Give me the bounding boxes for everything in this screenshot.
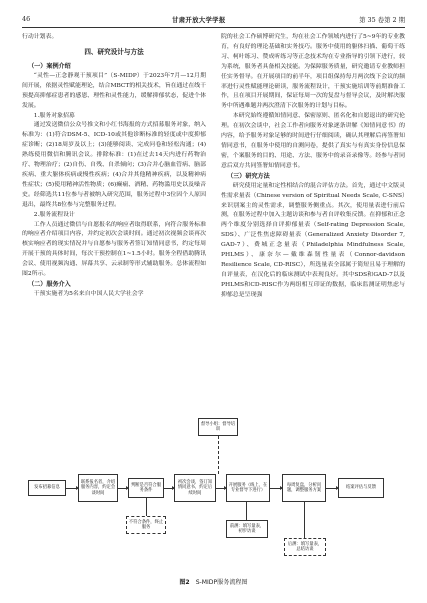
pre-test-link (246, 502, 247, 520)
subsection-method-title: （三）研究方法 (227, 172, 270, 180)
arrow-6 (326, 488, 338, 489)
method-paragraph: 研究使用定量和定性相结合的混合评估方法。首先，通过中文版灵性需求量表（Chinese version of Spiritual Needs Scale, C-SNS）来识别案主的灵性需求，调整服务侧重点。其次，使用量表进行前后测，在服务过程中加入主题访谈和参与者自评收集反馈。在抑郁和正念两个维度分别选择自评抑郁量表（Self-rating Depression Scale, SDS）、广泛性焦虑障碍量表（Generalized Anxiety Disorder 7, GAD-7）、费城正念量表（Philadelphia Mindfulness Scale, PHLMS）、康奈尔—戴维森韧性量表（Connor-davidson Resilience Scale, CD-RISC），所选量表全部属于简短且易于理解的自评量表，在汉化后的临床测试中表现良好。其中SDS和GAD-7以及PHLMS和CD-RISC作为两组相互印证的数据，临床监测证明焦虑与抑郁总是呈现强 (221, 182, 405, 298)
subsection-case-title: （一）案例介绍 (28, 62, 71, 70)
box-supervision: 督导小组：督导培训 (198, 418, 238, 436)
page-number: 46 (22, 15, 31, 23)
post-test-link (304, 502, 305, 538)
box-judge: 判断是否符合服务条件 (128, 478, 164, 498)
recruitment-title: 1.服务对象招募 (33, 112, 75, 119)
running-header (22, 12, 405, 28)
figure-caption (0, 577, 427, 586)
box-contact: 联系报名者，介绍服务内容，约定会谈时间 (78, 474, 118, 502)
ethics-paragraph: 本研究始终遵循知情同意、保密原则、匿名化和自愿退出的研究伦理。在初次会谈中，社会工作者向服务对象逐条讲解《知情同意书》的内容，给予服务对象足够的时间进行仔细阅读，确认其理解后再签署知情同意书，在服务中使用的自测问卷，提供了真实与有真实身份信息保密，个案服务的目的、用途、方法、服务中的录音录像等。经参与者同意后双方共同签署知情同意书。 (221, 113, 405, 169)
case-paragraph: “灵性—正念静观干预项目”（S-MIDP）于2023年7月—12月期间开展，依据灵性赋能理论，结合MBCT的相关技术，旨在通过在线干预提高抑郁症患者的感恩、理性和灵性能力，缓解抑郁状态，促进个体发展。 (22, 72, 206, 109)
box-first-talk: 初次会谈，签订知情同意书，约定后续时间 (174, 474, 216, 502)
arrow-2 (118, 488, 128, 489)
issue-info: 第 35 卷第 2 期 (359, 16, 405, 24)
recruitment-paragraph: 通过发送微信公众号推文和小红书海报的方式招募服务对象，纳入标准为：(1)符合DSM-5、ICD-10或其他诊断标准的轻度或中度抑郁症诊断；(2)18周岁及以上；(3)能够阅读、完成问卷和轻松沟通；(4)熟练使用微信和腾讯会议。排除标准：(1)在过去14天内进行药物治疗、物理治疗；(2)自伤、自残、自杀倾向；(3)合并心脑血管病、脑部疾病、重大躯体疾病或慢性疾病；(4)合并其他精神疾病，以及精神病性症状；(5)使用精神活性物质；(6)癫痫、酒精、药物滥用史以及噪音史。经筛选共11位参与者被纳入研究范围，服务过程中3位因个人原因退出，最终共8位参与完整服务过程。 (22, 122, 206, 208)
judge-no-link (146, 498, 147, 516)
box-post-test: 后测：填写量表，总结访谈 (284, 538, 326, 556)
subsection-intervention-title: （二）服务介入 (28, 280, 71, 288)
team-paragraph: 院的社会工作硕博研究生，均在社会工作领域内进行了5~9年的专业教育，有良好的理论基础和实务技巧。服务中使用的躯体扫描、葡萄干练习、柯叶练习、赞成听练习等正念技术均在专业指导的引领下进行，较为系统，服务者具备相关技能。为保障服务质量，研究邀请专业教师担任实务督导。在开展项目的前半年，项目组保持每月两次线下会议的频率进行灵性赋能理论研读，服务流程设计，干预实施培训等前期准备工作，且在项目开展期间，保证每周一次的复盘与督导会议，及时解决服务中所遇难题并两次澄清下次服务的计划与目标。 (221, 34, 405, 110)
box-end: 结案评估与反馈 (338, 478, 384, 498)
box-publish: 发布招募信息 (28, 480, 66, 496)
box-terminate: 不符合条件，终止服务 (126, 516, 166, 534)
intervention-paragraph: 干预实施者为5名来自中国人民大学社会学 (33, 290, 144, 297)
caption-text: S-MIDP服务流程图 (195, 579, 248, 586)
supervision-link (218, 436, 219, 474)
process-design-title: 2.服务流程设计 (33, 211, 75, 218)
box-intervention: 开展服务（线上，在专业督导下进行） (226, 474, 270, 502)
arrow-5 (270, 488, 282, 489)
process-design-paragraph: 工作人员通过微信与自愿报名的响应者取得联系，向符合服务标准的响应者介绍项目内容，并约定初次会谈时间。通过初次视频会谈再次核实响应者的现实情况并与自愿参与服务者签订知情同意书，约定每周开展干预的具体时间，每次干预控制在1~1.5小时。服务全程借助腾讯会议、使用视频沟通、屏幕共享、云录制等形式辅助服务。总体流程如图2所示。 (22, 221, 206, 278)
arrow-3 (164, 488, 174, 489)
flowchart-figure (28, 410, 400, 570)
arrow-1 (66, 488, 78, 489)
section-title: 四、研究设计与方法 (84, 47, 144, 56)
left-column (22, 33, 206, 300)
caption-label: 图2 (179, 579, 190, 586)
intro-tail: 行动计划表。 (22, 34, 58, 40)
journal-name: 甘肃开放大学学报 (172, 16, 226, 24)
box-pre-test: 前测：填写量表，初步访谈 (226, 520, 268, 538)
box-weekly-review: 每周复盘，分析问题，调整服务方案 (282, 474, 326, 502)
arrow-4 (216, 488, 226, 489)
right-column (221, 33, 405, 301)
